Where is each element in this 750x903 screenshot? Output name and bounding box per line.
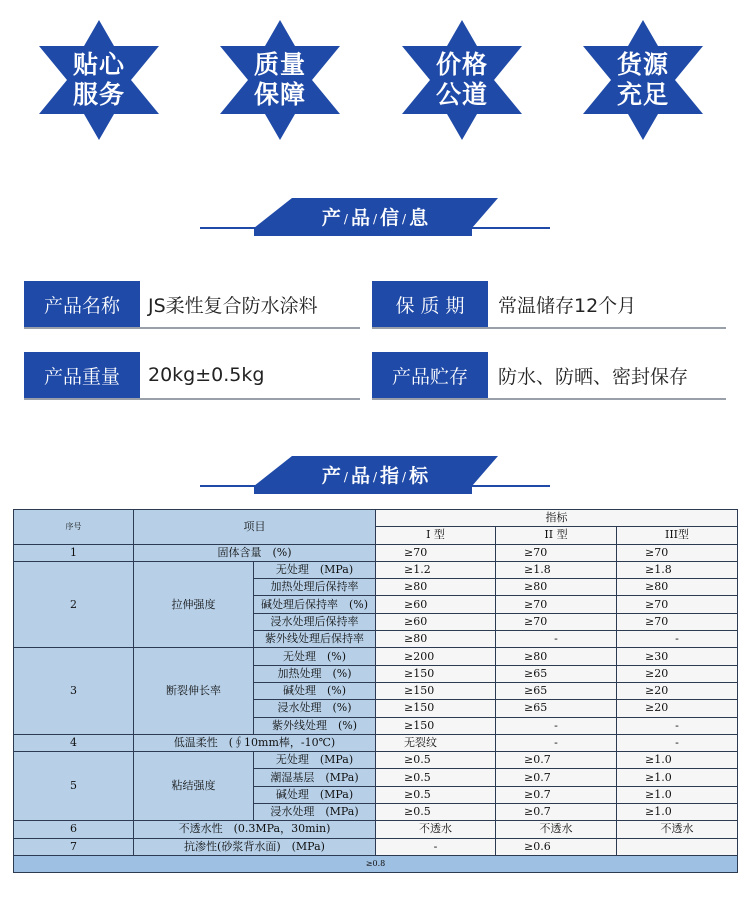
- section-title-char: 标: [409, 464, 429, 487]
- row-item: 潮湿基层 (MPa): [254, 769, 376, 786]
- title-separator: /: [343, 212, 348, 226]
- badge-line1: 价格: [435, 50, 488, 79]
- cell-value: ≥0.5: [376, 786, 496, 803]
- cell-value: ≥0.7: [496, 752, 617, 769]
- table-row: [14, 561, 738, 578]
- underline: [372, 398, 726, 400]
- badge-service: [39, 20, 159, 140]
- row-group-name: 粘结强度: [134, 752, 254, 821]
- title-separator: /: [372, 470, 378, 484]
- info-value: JS柔性复合防水涂料: [148, 294, 318, 317]
- row-item: 无处理 (MPa): [254, 561, 376, 578]
- cell-value: ≥70: [496, 544, 617, 561]
- section-title-char: 指: [380, 464, 400, 487]
- cell-value: ≥60: [376, 596, 496, 613]
- cell-value: ≥0.5: [376, 752, 496, 769]
- row-no: 2: [14, 561, 134, 647]
- underline: [372, 327, 726, 329]
- cell-value: ≥150: [376, 700, 496, 717]
- cell-value: ≥0.7: [496, 804, 617, 821]
- table-footer-row: [14, 855, 738, 872]
- underline: [24, 327, 360, 329]
- cell-value: ≥80: [617, 579, 738, 596]
- row-item: 加热处理后保持率: [254, 579, 376, 596]
- badge-line1: 货源: [616, 50, 669, 79]
- cell-value: ≥65: [496, 700, 617, 717]
- cell-value: ≥150: [376, 665, 496, 682]
- row-item: 无处理 (MPa): [254, 752, 376, 769]
- cell-value: ≥1.0: [617, 786, 738, 803]
- spec-table: [13, 509, 738, 873]
- cell-value: 无裂纹: [376, 734, 496, 751]
- footer-value: ≥0.8: [14, 855, 738, 872]
- cell-value: 不透水: [376, 821, 496, 838]
- row-no: 5: [14, 752, 134, 821]
- cell-value: ≥70: [617, 544, 738, 561]
- title-separator: /: [402, 212, 407, 226]
- badge-supply: [583, 20, 703, 140]
- cell-value: -: [617, 734, 738, 751]
- cell-value: ≥80: [496, 579, 617, 596]
- badge-line2: 保障: [253, 80, 306, 109]
- badge-line1: 质量: [253, 50, 306, 79]
- cell-value: ≥150: [376, 717, 496, 734]
- row-item: 紫外线处理后保持率: [254, 631, 376, 648]
- cell-value: ≥1.0: [617, 804, 738, 821]
- badge-price: [402, 20, 522, 140]
- row-item: 碱处理后保持率 (%): [254, 596, 376, 613]
- cell-value: -: [496, 631, 617, 648]
- cell-value: ≥0.5: [376, 804, 496, 821]
- row-no: 3: [14, 648, 134, 734]
- cell-value: ≥150: [376, 682, 496, 699]
- row-item: 低温柔性 (∮10mm棒，-10℃): [134, 734, 376, 751]
- cell-value: ≥0.6: [496, 838, 617, 855]
- cell-value: ≥30: [617, 648, 738, 665]
- header-type-2: II 型: [496, 527, 617, 544]
- cell-value: -: [496, 717, 617, 734]
- row-item: 紫外线处理 (%): [254, 717, 376, 734]
- cell-value: -: [376, 838, 496, 855]
- cell-value: ≥70: [617, 613, 738, 630]
- cell-value: ≥20: [617, 700, 738, 717]
- info-product-weight: [24, 352, 360, 400]
- cell-value: ≥70: [376, 544, 496, 561]
- title-separator: /: [343, 470, 348, 484]
- table-row: [14, 752, 738, 769]
- table-row: [14, 838, 738, 855]
- row-item: 浸水处理后保持率: [254, 613, 376, 630]
- row-item: 抗渗性(砂浆背水面) (MPa): [134, 838, 376, 855]
- info-product-name: [24, 281, 360, 329]
- header-type-1: I 型: [376, 527, 496, 544]
- info-value: 常温储存12个月: [498, 294, 637, 317]
- info-label: 产品名称: [24, 281, 140, 327]
- cell-value: ≥0.5: [376, 769, 496, 786]
- cell-value: -: [617, 717, 738, 734]
- cell-value: ≥65: [496, 682, 617, 699]
- cell-value: ≥0.7: [496, 786, 617, 803]
- cell-value: [617, 838, 738, 855]
- feature-badges: [0, 20, 750, 150]
- row-no: 6: [14, 821, 134, 838]
- badge-line2: 充足: [616, 80, 669, 109]
- row-item: 不透水性 (0.3MPa，30min): [134, 821, 376, 838]
- row-item: 碱处理 (%): [254, 682, 376, 699]
- cell-value: ≥20: [617, 665, 738, 682]
- section-title-char: 品: [350, 464, 370, 487]
- row-item: 碱处理 (MPa): [254, 786, 376, 803]
- cell-value: ≥60: [376, 613, 496, 630]
- header-item: 项目: [134, 510, 376, 545]
- cell-value: ≥70: [617, 596, 738, 613]
- row-group-name: 拉伸强度: [134, 561, 254, 647]
- info-storage: [372, 352, 726, 400]
- cell-value: ≥1.8: [496, 561, 617, 578]
- cell-value: ≥1.8: [617, 561, 738, 578]
- badge-quality: [220, 20, 340, 140]
- section-header-info: [0, 194, 750, 244]
- cell-value: ≥65: [496, 665, 617, 682]
- cell-value: -: [617, 631, 738, 648]
- title-separator: /: [372, 212, 378, 226]
- row-item: 浸水处理 (%): [254, 700, 376, 717]
- row-item: 无处理 (%): [254, 648, 376, 665]
- info-label: 保 质 期: [372, 281, 488, 327]
- section-header-spec: [0, 452, 750, 502]
- info-value: 20kg±0.5kg: [148, 364, 265, 386]
- cell-value: ≥70: [496, 596, 617, 613]
- info-label: 产品重量: [24, 352, 140, 398]
- cell-value: ≥1.2: [376, 561, 496, 578]
- cell-value: ≥0.7: [496, 769, 617, 786]
- cell-value: ≥80: [496, 648, 617, 665]
- row-group-name: 断裂伸长率: [134, 648, 254, 734]
- row-item: 固体含量 (%): [134, 544, 376, 561]
- cell-value: ≥70: [496, 613, 617, 630]
- header-no: 序号: [14, 510, 134, 545]
- header-type-3: III型: [617, 527, 738, 544]
- badge-line2: 公道: [435, 80, 488, 109]
- cell-value: ≥1.0: [617, 769, 738, 786]
- title-separator: /: [402, 470, 407, 484]
- section-title-char: 信: [380, 206, 400, 229]
- row-item: 浸水处理 (MPa): [254, 804, 376, 821]
- badge-line2: 服务: [72, 80, 125, 109]
- cell-value: -: [496, 734, 617, 751]
- cell-value: ≥20: [617, 682, 738, 699]
- section-title-char: 产: [321, 464, 341, 487]
- table-row: [14, 821, 738, 838]
- table-row: [14, 648, 738, 665]
- row-no: 4: [14, 734, 134, 751]
- cell-value: 不透水: [617, 821, 738, 838]
- info-label: 产品贮存: [372, 352, 488, 398]
- row-no: 1: [14, 544, 134, 561]
- info-value: 防水、防晒、密封保存: [498, 365, 689, 388]
- info-shelf-life: [372, 281, 726, 329]
- cell-value: 不透水: [496, 821, 617, 838]
- table-header-row: [14, 510, 738, 527]
- header-index: 指标: [376, 510, 738, 527]
- section-title-char: 息: [409, 206, 429, 229]
- table-row: [14, 544, 738, 561]
- row-item: 加热处理 (%): [254, 665, 376, 682]
- cell-value: ≥1.0: [617, 752, 738, 769]
- badge-line1: 贴心: [72, 50, 125, 79]
- cell-value: ≥200: [376, 648, 496, 665]
- section-title-char: 产: [321, 206, 341, 229]
- underline: [24, 398, 360, 400]
- section-title-char: 品: [350, 206, 370, 229]
- cell-value: ≥80: [376, 631, 496, 648]
- cell-value: ≥80: [376, 579, 496, 596]
- table-row: [14, 734, 738, 751]
- row-no: 7: [14, 838, 134, 855]
